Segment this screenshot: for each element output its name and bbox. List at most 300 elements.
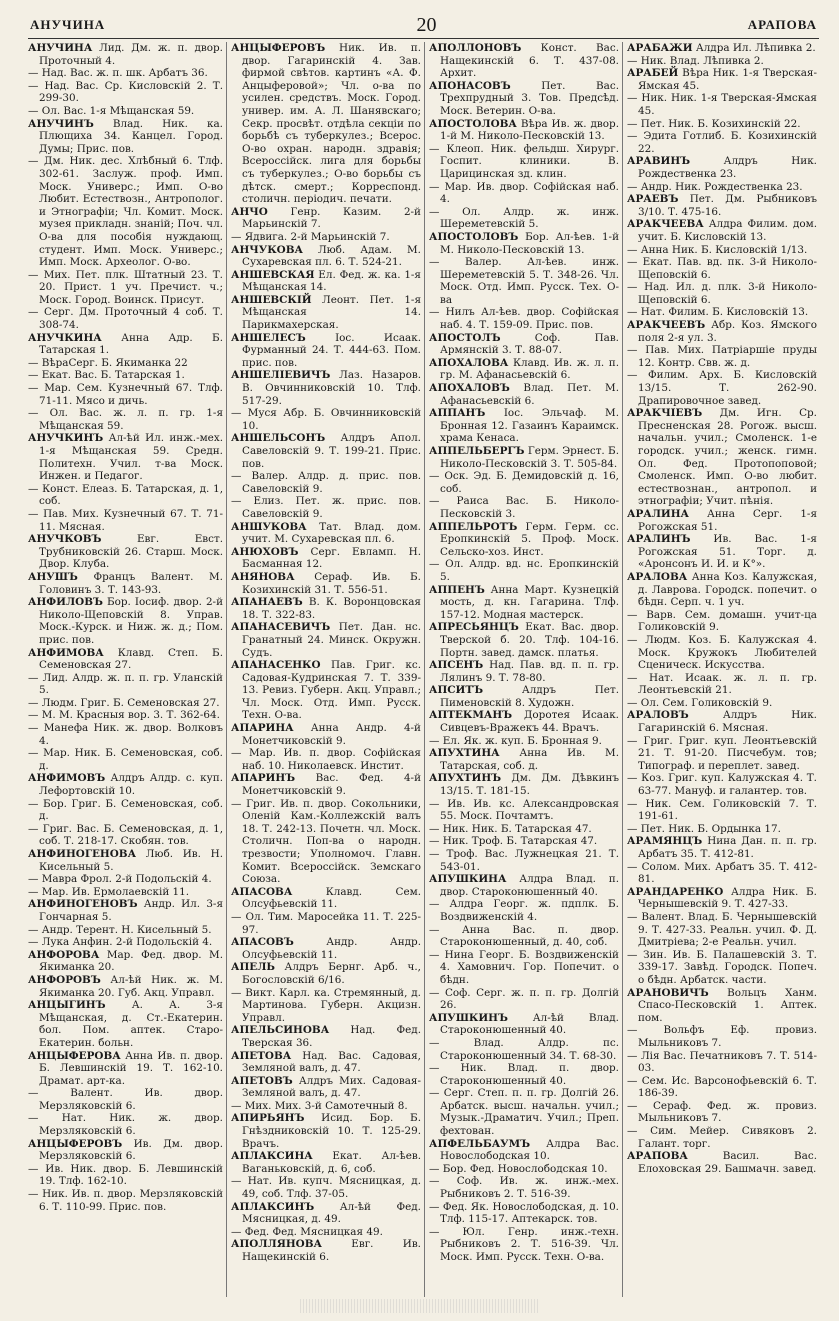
directory-entry — [231, 332, 421, 370]
entry-surname: АРАКЧІЕВЪ — [627, 407, 703, 420]
entry-details: Алдръ Ник. Гагаринскій 6. Мясная. — [638, 709, 817, 735]
entry-details: Іос. Эльчаф. М. Бронная 12. Газаинъ Караимск. храма Кенаса. — [440, 407, 619, 445]
entry-details: Люб. Ив. Н. Кисельный 5. — [39, 848, 223, 873]
directory-entry — [429, 521, 619, 559]
directory-sub-entry: — Над. Вас. Ср. Кисловскій 2. Т. 299-30. — [28, 80, 223, 105]
directory-sub-entry: — Ник. Ник. 1-я Тверская-Ямская 45. — [627, 92, 817, 117]
entry-details: Алдръ Ник. Рождественка 23. — [638, 155, 817, 180]
directory-entry — [627, 218, 817, 243]
directory-sub-entry: — Валент. Влад. Б. Чернышевскій 9. Т. 427-33. Реальн. учил. Ф. Д. Дмитріева; 2-е Реальн. учил. — [627, 911, 817, 949]
directory-sub-entry: — Екат. Вас. Б. Татарская 1. — [28, 369, 223, 382]
directory-sub-entry: — Григ. Вас. Б. Семеновская, д. 1, соб. Т. 218-17. Скобян. тов. — [28, 823, 223, 848]
directory-sub-entry: — Нина Георг. Б. Воздвиженскій 4. Хамовнич. Гор. Попечит. о бѣдн. — [429, 949, 619, 987]
directory-entry — [429, 332, 619, 357]
entry-surname: АППЕЛЬРОТЪ — [429, 520, 518, 533]
directory-entry — [231, 886, 421, 911]
directory-sub-entry: — Ядвига. 2-й Марьинскій 7. — [231, 231, 421, 244]
directory-sub-entry: — Раиса Вас. Б. Николо-Песковскій 3. — [429, 495, 619, 520]
directory-sub-entry: — Нат. Филим. Б. Кисловскій 13. — [627, 306, 817, 319]
entry-surname: АРАБЕЙ — [627, 67, 679, 80]
directory-sub-entry: — Сем. Ис. Варсонофьевскій 6. Т. 186-39. — [627, 1075, 817, 1100]
directory-sub-entry: — Коз. Григ. куп. Калужская 4. Т. 63-77. Мануф. и галантер. тов. — [627, 772, 817, 797]
entry-details: Влад. Пет. М. Афанасьевскій 6. — [440, 382, 619, 407]
directory-sub-entry: — Валер. Алдр. д. прис. пов. Савеловскій 9. — [231, 470, 421, 495]
entry-surname: АРАМЯНЦЪ — [627, 835, 703, 848]
directory-sub-entry: — Лид. Алдр. ж. п. п. гр. Уланскій 5. — [28, 672, 223, 697]
directory-entry — [28, 533, 223, 571]
directory-sub-entry: — Елиз. Пет. ж. прис. пов. Савеловскій 9. — [231, 495, 421, 520]
entry-details: Алдръ Бернг. Арб. ч., Богословскій 6/16. — [242, 961, 421, 986]
entry-surname: АНФОРОВЪ — [28, 973, 101, 986]
directory-entry — [231, 1112, 421, 1150]
directory-sub-entry: — Мавра Фрол. 2-й Подольскій 4. — [28, 873, 223, 886]
entry-surname: АНШЕЛІЕВИЧЪ — [231, 369, 331, 382]
entry-details: Вас. Фед. 4-й Монетчиковскій 9. — [242, 772, 421, 798]
header-right-word: АРАПОВА — [747, 17, 817, 32]
directory-entry — [627, 42, 817, 55]
entry-surname: АПУХТИНЪ — [429, 772, 502, 785]
entry-surname: АППЕЛЬБЕРГЪ — [429, 445, 525, 457]
page-header — [30, 14, 817, 36]
directory-entry — [627, 508, 817, 533]
entry-details: Екат. Вас. двор. Тверской б. 20. Тлф. 104-16. Портн. завед. дамск. платья. — [440, 621, 619, 659]
entry-surname: АНУЧКИНЪ — [28, 432, 104, 445]
directory-sub-entry: — Ив. Ник. двор. Б. Левшинскій 19. Тлф. 162-10. — [28, 1163, 223, 1188]
entry-surname: АРАЛИНЪ — [627, 533, 691, 546]
entry-details: Анна Серг. 1-я Рогожская 51. — [638, 507, 817, 533]
directory-entry — [429, 747, 619, 772]
directory-entry — [429, 42, 619, 80]
directory-sub-entry: — Ник. Влад. п. двор. Староконюшенный 40. — [429, 1062, 619, 1087]
directory-entry — [429, 772, 619, 797]
entry-details: Герм. Эрнест. Б. Николо-Песковскій 3. Т. 505-84. — [440, 445, 619, 470]
directory-entry — [429, 659, 619, 684]
entry-details: Анна Коз. Калужская, д. Лаврова. Городск. попечит. о бѣдн. Серп. ч. 1 уч. — [638, 570, 817, 609]
entry-details: Над. Фед. Тверская 36. — [242, 1024, 421, 1049]
directory-entry — [28, 432, 223, 482]
entry-surname: АРАЛИНА — [627, 507, 690, 520]
entry-surname: АРАЕВЪ — [627, 193, 679, 206]
entry-details: Анна Адр. Б. Татарская 1. — [39, 331, 223, 357]
entry-details: Дм. Дм. Дѣвкинъ 13/15. Т. 181-15. — [440, 772, 619, 798]
directory-entry — [231, 1075, 421, 1100]
entry-details: Влад. Ник. ка. Плющиха 34. Канцел. Город. Думы; Прис. пов. — [39, 117, 223, 155]
directory-entry — [231, 546, 421, 571]
directory-sub-entry: — Вольфъ Еф. провиз. Мыльниковъ 7. — [627, 1024, 817, 1049]
entry-surname: АПЕЛЬСИНОВА — [231, 1024, 330, 1037]
directory-entry — [28, 596, 223, 646]
entry-surname: АПАСОВА — [231, 885, 293, 898]
entry-details: Алдра Влад. п. двор. Староконюшенный 40. — [440, 873, 619, 898]
entry-surname: АНФОРОВА — [28, 948, 100, 961]
entry-details: Герм. Герм. сс. Еропкинскій 5. Проф. Моск. Сельско-хоз. Инст. — [440, 520, 619, 558]
entry-surname: АПОХАЛОВЪ — [429, 382, 510, 395]
entry-details: В. К. Воронцовская 18. Т. 322-83. — [242, 596, 421, 621]
entry-surname: АНФИМОВА — [28, 646, 104, 659]
entry-details: Алдръ Пет. Пименовскій 8. Художн. — [440, 684, 619, 709]
entry-details: Алдра Ил. Лѣпивка 2. — [692, 42, 816, 54]
directory-entry — [627, 533, 817, 571]
directory-sub-entry: — Мар. Ив. п. двор. Софійская наб. 10. Николаевск. Инстит. — [231, 747, 421, 772]
entry-details: Екат. Ал-ѣев. Ваганьковскій, д. 6, соб. — [242, 1150, 421, 1175]
entry-surname: АПЛАКСИНА — [231, 1150, 313, 1163]
directory-sub-entry: — Фед. Як. Новослободская, д. 10. Тлф. 115-17. Аптекарск. тов. — [429, 1201, 619, 1226]
entry-surname: АРАНДАРЕНКО — [627, 885, 724, 898]
entry-surname: АНШЕЛЬСОНЪ — [231, 432, 326, 445]
entry-surname: АПОСТОЛОВЪ — [429, 230, 519, 243]
directory-sub-entry: — Сим. Мейер. Сивяковъ 2. Галант. торг. — [627, 1125, 817, 1150]
entry-details: Васил. Вас. Елоховская 29. Башмачн. завед. — [638, 1150, 817, 1175]
directory-sub-entry: — Людм. Григ. Б. Семеновская 27. — [28, 697, 223, 710]
entry-details: Сераф. Ив. Б. Козихинскій 31. Т. 556-51. — [242, 570, 421, 596]
entry-details: Ал-ѣй Ил. инж.-мех. 1-я Мѣщанская 59. Средн. Политехн. Учил. т-ва Моск. Инжен. и Педагог. — [39, 432, 223, 483]
entry-details: Лаз. Назаров. В. Овчинниковскій 10. Тлф. 517-29. — [242, 369, 421, 407]
entry-surname: АПСЕНЪ — [429, 659, 484, 672]
entry-surname: АПАРИНЪ — [231, 772, 296, 785]
directory-entry — [231, 621, 421, 659]
scan-artifact — [300, 1299, 539, 1313]
entry-details: Над. Вас. Садовая, Земляной валъ, д. 47. — [242, 1049, 421, 1075]
entry-surname: АНУШЪ — [28, 570, 78, 583]
entry-details: Ал-ѣй Фед. Мясницкая, д. 49. — [242, 1200, 421, 1226]
entry-details: Над. Пав. вд. п. п. гр. Лялинъ 9. Т. 78-80. — [440, 659, 619, 684]
directory-sub-entry: — Фед. Фед. Мясницкая 49. — [231, 1226, 421, 1239]
directory-sub-entry: — Зин. Ив. Б. Палашевскій 3. Т. 339-17. Завѣд. Городск. Попеч. о бѣдн. Арбатск. части. — [627, 949, 817, 987]
directory-sub-entry: — Соф. Ив. ж. инж.-мех. Рыбниковъ 2. Т. 516-39. — [429, 1175, 619, 1200]
entry-details: Лид. Дм. ж. п. двор. Проточный 4. — [39, 42, 223, 67]
entry-details: Ник. Ив. п. двор. Гагаринскій 4. Зав. фирмой свѣтов. картинъ «А. Ф. Анцыферовой»; Чл. о-ва по усилен. средствъ. Моск. Город. универ. им. А. Л. Шанявскаго; Секр. просвѣт. отдѣла секціи по борьбѣ съ туберкулез.; Всерос. О-во охран. народн. здравія; Всероссійск. лига для борьбы съ туберкулез.; О-во борьбы съ дѣтск. смерт.; Корреспонд. столичн. періодич. печати. — [242, 42, 421, 206]
entry-details: Мар. Фед. двор. М. Якиманка 20. — [39, 948, 223, 974]
directory-entry — [429, 118, 619, 143]
entry-details: Францъ Валент. М. Головинъ 3. Т. 143-93. — [39, 570, 223, 596]
directory-sub-entry: — Анна Ник. Б. Кисловскій 1/13. — [627, 244, 817, 257]
directory-entry — [28, 332, 223, 357]
entry-details: Пет. Дм. Рыбниковъ 3/10. Т. 475-16. — [638, 193, 817, 218]
directory-entry — [429, 445, 619, 470]
entry-details: Вѣра Ив. ж. двор. 1-й М. Николо-Песковскій 13. — [440, 117, 619, 143]
directory-entry — [231, 596, 421, 621]
entry-surname: АПЕТОВЪ — [231, 1074, 293, 1087]
entry-surname: АНШЕВСКАЯ — [231, 268, 315, 281]
entry-surname: АППАНЪ — [429, 407, 486, 420]
directory-entry — [28, 571, 223, 596]
directory-entry — [429, 382, 619, 407]
entry-details: Пав. Григ. кс. Садовая-Кудринская 7. Т. 339-13. Ревиз. Губерн. Акц. Управл.; Чл. Моск. Отд. Имп. Русск. Техн. О-ва. — [242, 659, 421, 722]
entry-surname: АРАЛОВА — [627, 570, 688, 583]
directory-sub-entry: — Валер. Ал-ѣев. инж. Шереметевскій 5. Т. 348-26. Чл. Моск. Отд. Имп. Русск. Тех. О-ва — [429, 256, 619, 306]
directory-entry — [627, 709, 817, 734]
entry-details: Анна Март. Кузнецкій мость, д. кн. Гагарина. Тлф. 157-12. Модная мастерск. — [440, 583, 619, 621]
entry-surname: АПОСТОЛЪ — [429, 331, 501, 344]
entry-details: Клавд. Ив. ж. л. п. гр. М. Афанасьевскій 6. — [440, 356, 619, 382]
entry-surname: АПЛАКСИНЪ — [231, 1200, 315, 1213]
directory-sub-entry: — Над. Вас. ж. п. шк. Арбатъ 36. — [28, 67, 223, 80]
directory-entry — [28, 772, 223, 797]
entry-surname: АНФИНОГЕНОВЪ — [28, 898, 138, 911]
directory-entry — [231, 1024, 421, 1049]
entry-surname: АПУШКИНА — [429, 873, 507, 886]
directory-entry — [627, 571, 817, 609]
column-4 — [622, 42, 820, 1297]
directory-sub-entry: — Нилъ Ал-ѣев. двор. Софійская наб. 4. Т. 159-09. Прис. пов. — [429, 306, 619, 331]
directory-entry — [429, 584, 619, 622]
directory-sub-entry: — Мих. Пет. плк. Штатный 23. Т. 20. Прист. 1 уч. Пречист. ч.; Моск. Город. Воинск. Присут. — [28, 269, 223, 307]
directory-sub-entry: — Мих. Мих. 3-й Самотечный 8. — [231, 1100, 421, 1113]
entry-details: Алдра Филим. дом. учит. Б. Кисловскій 13. — [638, 218, 817, 243]
entry-surname: АПОСТОЛОВА — [429, 117, 517, 130]
directory-entry — [429, 1012, 619, 1037]
entry-surname: АПОХАЛОВА — [429, 356, 509, 369]
entry-surname: АНУЧКОВЪ — [28, 533, 102, 546]
directory-entry — [28, 118, 223, 156]
directory-entry — [627, 886, 817, 911]
directory-entry — [231, 961, 421, 986]
directory-entry — [429, 357, 619, 382]
directory-sub-entry: — М. М. Красныя вор. 3. Т. 362-64. — [28, 709, 223, 722]
directory-entry — [231, 1238, 421, 1263]
directory-entry — [28, 848, 223, 873]
directory-entry — [231, 936, 421, 961]
directory-sub-entry: — Григ. Ив. п. двор. Сокольники, Оленій Кам.-Коллежскій валъ 18. Т. 242-13. Почетн. чл. Моск. Столичн. Поп-ва о народн. трезвости; Уполномоч. Главн. Комит. Всероссійск. Земскаго Союза. — [231, 798, 421, 886]
directory-sub-entry: — Соф. Серг. ж. п. п. гр. Долгій 26. — [429, 987, 619, 1012]
directory-sub-entry: — Бор. Фед. Новослободская 10. — [429, 1163, 619, 1176]
directory-sub-entry: — Викт. Карл. ка. Стремянный, д. Мартинова. Губерн. Акцизн. Управл. — [231, 987, 421, 1025]
directory-entry — [231, 571, 421, 596]
entry-details: Бор. Іосиф. двор. 2-й Николо-Щеповскій 8. Управ. Моск.-Курск. и Ниж. ж. д.; Пом. прис. пов. — [39, 596, 223, 646]
directory-sub-entry: — Алдра Георг. ж. пдплк. Б. Воздвиженскій 4. — [429, 898, 619, 923]
entry-surname: АПАНАСЕНКО — [231, 659, 321, 672]
directory-entry — [231, 42, 421, 206]
entry-details: Алдръ Мих. Садовая-Земляной валъ, д. 47. — [242, 1074, 421, 1100]
directory-sub-entry: — Пет. Ник. Б. Козихинскій 22. — [627, 118, 817, 131]
entry-surname: АПУШКИНЪ — [429, 1011, 508, 1024]
directory-sub-entry: — Оск. Эд. Б. Демидовскій д. 16, соб. — [429, 470, 619, 495]
column-2 — [226, 42, 424, 1297]
entry-surname: АНЦЫГИНЪ — [28, 999, 106, 1012]
entry-details: Абр. Коз. Ямского поля 2-я ул. 3. — [638, 319, 817, 344]
entry-details: Ел. Фед. ж. ка. 1-я Мѣщанская 14. — [242, 268, 421, 294]
directory-sub-entry: — Ол. Алдр. вд. нс. Еропкинскій 5. — [429, 558, 619, 583]
directory-entry — [231, 432, 421, 470]
entry-surname: АНЧУКОВА — [231, 243, 303, 256]
directory-sub-entry: — Мар. Ив. двор. Софійская наб. 4. — [429, 181, 619, 206]
directory-entry — [231, 1050, 421, 1075]
entry-details: Анна Ив. М. Татарская, соб. д. — [440, 747, 619, 772]
entry-surname: АНШЕВСКІЙ — [231, 293, 312, 306]
entry-surname: АППЕНЪ — [429, 583, 485, 596]
directory-sub-entry: — Людм. Коз. Б. Калужская 4. Моск. Кружокъ Любителей Сценическ. Искусства. — [627, 634, 817, 672]
entry-surname: АПАСОВЪ — [231, 936, 294, 949]
directory-entry — [627, 407, 817, 508]
directory-sub-entry: — Мар. Сем. Кузнечный 67. Тлф. 71-11. Мясо и дичь. — [28, 382, 223, 407]
directory-sub-entry: — Юл. Генр. инж.-техн. Рыбниковъ 2. Т. 516-39. Чл. Моск. Имп. Русск. Техн. О-ва. — [429, 1226, 619, 1264]
entry-surname: АПЕЛЬ — [231, 961, 275, 974]
entry-details: Доротея Исаак. Сивцевъ-Вражекъ 44. Врачъ. — [440, 709, 619, 735]
entry-surname: АРАЛОВЪ — [627, 709, 689, 722]
entry-details: Анна Андр. 4-й Монетчиковскій 9. — [242, 722, 421, 747]
directory-sub-entry: — Серг. Дм. Проточный 4 соб. Т. 308-74. — [28, 306, 223, 331]
directory-entry — [231, 1150, 421, 1175]
directory-entry — [627, 193, 817, 218]
entry-details: Андр. Андр. Олсуфьевскій 11. — [242, 936, 421, 961]
entry-surname: АНШЕЛЕСЪ — [231, 331, 306, 344]
entry-surname: АРАВИНЪ — [627, 155, 691, 168]
directory-entry — [231, 1201, 421, 1226]
entry-details: Алдръ Апол. Савеловскій 9. Т. 199-21. Прис. пов. — [242, 432, 421, 470]
entry-surname: АПОЛЛЯНОВА — [231, 1238, 322, 1251]
entry-details: Пет. Вас. Трехпрудный 3. Тов. Предсѣд. Моск. Ветерин. О-ва. — [440, 79, 619, 117]
entry-details: Тат. Влад. дом. учит. М. Сухаревская пл. 6. — [242, 520, 421, 546]
entry-surname: АПИРЬЯНЪ — [231, 1112, 305, 1125]
directory-entry — [429, 684, 619, 709]
entry-details: Вѣра Ник. 1-я Тверская-Ямская 45. — [638, 67, 817, 92]
directory-sub-entry: — Бор. Григ. Б. Семеновская, соб. д. — [28, 798, 223, 823]
directory-entry — [231, 244, 421, 269]
directory-sub-entry: — Екат. Пав. вд. пк. 3-й Николо-Щеповскій 6. — [627, 256, 817, 281]
directory-sub-entry: — Пав. Мих. Кузнечный 67. Т. 71-11. Мясная. — [28, 508, 223, 533]
directory-sub-entry: — Нат. Ив. купч. Мясницкая, д. 49, соб. Тлф. 37-05. — [231, 1175, 421, 1200]
entry-surname: АНУЧИНА — [28, 42, 93, 54]
column-1 — [28, 42, 226, 1297]
entry-details: Андр. Ил. 3-я Гончарная 5. — [39, 898, 223, 923]
entry-details: Леонт. Пет. 1-я Мѣщанская 14. Парикмахерская. — [242, 293, 421, 332]
directory-sub-entry: — Ник. Ник. Б. Татарская 47. — [429, 823, 619, 836]
entry-surname: АНЦЫФЕРОВЪ — [28, 1137, 123, 1150]
directory-sub-entry: — Ник. Троф. Б. Татарская 47. — [429, 835, 619, 848]
entry-surname: АНФИМОВЪ — [28, 772, 106, 785]
directory-entry — [28, 1138, 223, 1163]
entry-surname: АНЯНОВА — [231, 570, 295, 583]
directory-sub-entry: — Пет. Ник. Б. Ордынка 17. — [627, 823, 817, 836]
directory-sub-entry: — Нат. Ник. ж. двор. Мерзляковскій 6. — [28, 1112, 223, 1137]
entry-surname: АНУЧИНЪ — [28, 117, 94, 130]
directory-sub-entry: — Григ. Григ. куп. Леонтьевскій 21. Т. 91-20. Писчебум. тов; Типограф. и переплет. завед. — [627, 735, 817, 773]
directory-columns — [28, 42, 821, 1297]
directory-entry — [231, 659, 421, 722]
directory-entry — [231, 772, 421, 797]
entry-surname: АРАПОВА — [627, 1150, 688, 1163]
directory-entry — [429, 407, 619, 445]
page-number: 20 — [416, 13, 437, 36]
column-3 — [424, 42, 622, 1297]
entry-details: Ив. Вас. 1-я Рогожская 51. Торг. д. «Аронсонъ И. И. и К°». — [638, 533, 817, 571]
entry-details: Соф. Пав. Армянскій 3. Т. 88-07. — [440, 331, 619, 357]
directory-sub-entry: — Троф. Вас. Лужнецкая 21. Т. 543-01. — [429, 848, 619, 873]
directory-sub-entry: — Ив. Ив. кс. Александровская 55. Моск. Почтамтъ. — [429, 798, 619, 823]
entry-details: Евг. Ив. Нащекинскій 6. — [242, 1238, 421, 1263]
directory-sub-entry: — ВѣраСерг. Б. Якиманка 22 — [28, 357, 223, 370]
directory-entry — [231, 521, 421, 546]
directory-entry — [28, 42, 223, 67]
entry-details: Генр. Казим. 2-й Марьинскій 7. — [242, 205, 421, 231]
entry-details: Ал-ѣй Влад. Староконюшенный 40. — [440, 1011, 619, 1037]
entry-details: Дм. Игн. Ср. Пресненская 28. Рогож. высш. начальн. учил.; Смоленск. 1-е городск. учил.; женск. гимн. Ол. Фед. Протопоповой; Смоленск. Имп. О-во любит. естествознан., антропол. и этнографіи; Учит. пѣнія. — [638, 407, 817, 508]
entry-details: Клавд. Степ. Б. Семеновская 27. — [39, 646, 223, 672]
entry-details: Клавд. Сем. Олсуфьевскій 11. — [242, 885, 421, 911]
entry-surname: АНЦЫФЕРОВЪ — [231, 42, 326, 54]
directory-sub-entry: — Ол. Вас. 1-я Мѣщанская 59. — [28, 105, 223, 118]
directory-sub-entry: — Мар. Ник. Б. Семеновская, соб. д. — [28, 747, 223, 772]
directory-sub-entry: — Андр. Терент. Н. Кисельный 5. — [28, 924, 223, 937]
entry-details: Алдра Ник. Б. Чернышевскій 9. Т. 427-33. — [638, 885, 817, 911]
directory-sub-entry: — Нат. Исаак. ж. л. п. гр. Леонтьевскій 21. — [627, 672, 817, 697]
entry-surname: АРАКЧЕЕВЪ — [627, 319, 706, 332]
entry-details: Алдра Вас. Новослободская 10. — [440, 1137, 619, 1163]
directory-entry — [627, 155, 817, 180]
directory-sub-entry: — Солом. Мих. Арбатъ 35. Т. 412-81. — [627, 861, 817, 886]
entry-details: Серг. Евламп. Н. Басманная 12. — [242, 545, 421, 571]
entry-surname: АНЮХОВЪ — [231, 545, 299, 558]
directory-sub-entry: — Варв. Сем. домашн. учит-ца Голиковскій 9. — [627, 609, 817, 634]
directory-sub-entry: — Ол. Сем. Голиковскій 9. — [627, 697, 817, 710]
directory-sub-entry: — Ел. Як. ж. куп. Б. Бронная 9. — [429, 735, 619, 748]
entry-details: Исид. Бор. Б. Гнѣздниковскій 10. Т. 125-29. Врачъ. — [242, 1112, 421, 1150]
directory-sub-entry: — Ник. Влад. Лѣпивка 2. — [627, 55, 817, 68]
directory-entry — [429, 873, 619, 898]
entry-surname: АПРЕСЬЯНЦЪ — [429, 621, 519, 634]
directory-sub-entry: — Мар. Ив. Ермолаевскій 11. — [28, 886, 223, 899]
directory-entry — [28, 999, 223, 1049]
entry-details: Анна Ив. п. двор. Б. Левшинскій 19. Т. 162-10. Драмат. арт-ка. — [39, 1049, 223, 1087]
header-left-word: АНУЧИНА — [30, 17, 106, 32]
directory-sub-entry: — Филим. Арх. Б. Кисловскій 13/15. Т. 262-90. Драпировочное завед. — [627, 369, 817, 407]
entry-surname: АНФИЛОВЪ — [28, 596, 103, 609]
entry-surname: АНУЧКИНА — [28, 331, 102, 344]
directory-sub-entry: — Конст. Елеаз. Б. Татарская, д. 1, соб. — [28, 483, 223, 508]
entry-surname: АПАНАЕВЪ — [231, 596, 303, 609]
directory-sub-entry: — Манефа Ник. ж. двор. Волковъ 4. — [28, 722, 223, 747]
entry-details: Нина Дан. п. п. гр. Арбатъ 35. Т. 412-81. — [638, 835, 817, 860]
entry-surname: АПФЕЛЬБАУМЪ — [429, 1137, 531, 1150]
entry-details: Іос. Исаак. Фурманный 24. Т. 444-63. Пом. прис. пов. — [242, 331, 421, 369]
directory-sub-entry: — Дм. Ник. дес. Хлѣбный 6. Тлф. 302-61. Заслуж. проф. Имп. Моск. Универс.; Имп. О-во Любит. Естествозн., Антрополог. и Этнографіи; Чл. Комит. Моск. музея прикладн. знаній; Поч. чл. О-ва для пособія нуждающ. студент. Имп. Моск. Универс.; Имп. Моск. Археолог. О-во. — [28, 155, 223, 268]
entry-surname: АРАНОВИЧЪ — [627, 986, 709, 999]
directory-entry — [627, 319, 817, 344]
directory-entry — [627, 67, 817, 92]
directory-sub-entry: — Влад. Алдр. пс. Староконюшенный 34. Т. 68-30. — [429, 1037, 619, 1062]
entry-surname: АНФИНОГЕНОВА — [28, 848, 137, 860]
entry-surname: АПУХТИНА — [429, 747, 500, 760]
entry-surname: АНЦЫФЕРОВА — [28, 1049, 121, 1062]
directory-entry — [429, 80, 619, 118]
directory-sub-entry: — Лука Анфин. 2-й Подольскій 4. — [28, 936, 223, 949]
entry-details: Конст. Вас. Нащекинскій 6. Т. 437-08. Архит. — [440, 42, 619, 80]
directory-entry — [231, 369, 421, 407]
entry-surname: АРАБАЖИ — [627, 42, 693, 54]
directory-sub-entry: — Андр. Ник. Рождественка 23. — [627, 181, 817, 194]
directory-sub-entry: — Эдита Готлиб. Б. Козихинскій 22. — [627, 130, 817, 155]
directory-sub-entry: — Ник. Сем. Голиковскій 7. Т. 191-61. — [627, 798, 817, 823]
entry-details: А. А. 3-я Мѣщанская, д. Ст.-Екатерин. бол. Пом. аптек. Старо-Екатерин. больн. — [39, 999, 223, 1049]
directory-entry — [28, 647, 223, 672]
directory-sub-entry: — Валент. Ив. двор. Мерзляковскій 6. — [28, 1087, 223, 1112]
directory-sub-entry: — Серг. Степ. п. п. гр. Долгій 26. Арбатск. высш. начальн. учил.; Музык.-Драматич. Учил.; Преп. фехтован. — [429, 1087, 619, 1137]
directory-entry — [429, 621, 619, 659]
entry-surname: АПЕТОВА — [231, 1049, 292, 1062]
entry-surname: АНЧО — [231, 205, 268, 218]
directory-entry — [28, 974, 223, 999]
directory-sub-entry: — Ол. Вас. ж. л. п. гр. 1-я Мѣщанская 59. — [28, 407, 223, 432]
directory-sub-entry: — Лія Вас. Печатниковъ 7. Т. 514-03. — [627, 1050, 817, 1075]
directory-entry — [231, 294, 421, 332]
directory-entry — [627, 987, 817, 1025]
entry-details: Пет. Дан. нс. Гранатный 24. Минск. Окружн. Судъ. — [242, 621, 421, 659]
directory-entry — [28, 949, 223, 974]
entry-details: Бор. Ал-ѣев. 1-й М. Николо-Песковскій 13. — [440, 230, 619, 256]
directory-sub-entry: — Сераф. Фед. ж. провиз. Мыльниковъ 7. — [627, 1100, 817, 1125]
entry-surname: АПОНАСОВЪ — [429, 79, 511, 92]
directory-entry — [429, 231, 619, 256]
